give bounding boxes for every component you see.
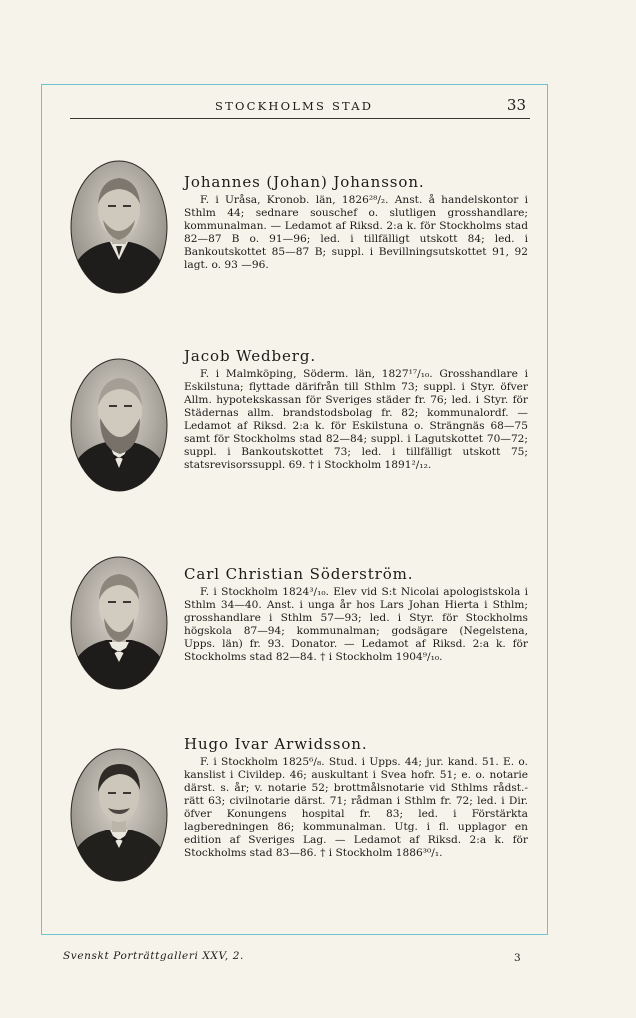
entry-text	[184, 564, 528, 664]
portrait-arwidsson	[70, 748, 168, 882]
footer-signature-number: 3	[514, 952, 521, 964]
entry-text	[184, 734, 528, 860]
portrait-wedberg	[70, 358, 168, 492]
running-title: STOCKHOLMS STAD	[215, 99, 374, 113]
person-name: Johannes (Johan) Johansson.	[184, 173, 425, 191]
biography: F. i Malmköping, Söderm. län, 1827¹⁷/₁₀. Grosshandlare i Eskilstuna; flyttade därifrån till Sthlm 73; suppl. i Styr. öfver Allm. hypotekskassan för Sveriges städer fr. 76; led. i Styr. för Städernas allm. brandstodsbolag fr. 82; kommunalordf. — Ledamot af Riksd. 2:a k. för Eskilstuna o. Strängnäs 68—75 samt för Stockholms stad 82—84; suppl. i Lagutskottet 70—72; suppl. i Bankoutskottet 73; led. i tillfälligt utskott 75; statsrevisorssuppl. 69. † i Stockholm 1891²/₁₂.	[184, 368, 528, 472]
page-number: 33	[506, 96, 526, 114]
portrait-soderstrom	[70, 556, 168, 690]
person-name: Jacob Wedberg.	[184, 347, 317, 365]
entry-text	[184, 172, 528, 272]
biography: F. i Uråsa, Kronob. län, 1826²⁸/₂. Anst. å handelskontor i Sthlm 44; sednare souschef o. slutligen grosshandlare; kommunalman. — Ledamot af Riksd. 2:a k. för Stockholms stad 82—87 B o. 91—96; led. i tillfälligt utskott 84; led. i Bankoutskottet 85—87 B; suppl. i Bevillningsutskottet 91, 92 lagt. o. 93 —96.	[184, 194, 528, 272]
person-name: Hugo Ivar Arwidsson.	[184, 735, 368, 753]
biography: F. i Stockholm 1825⁶/₈. Stud. i Upps. 44; jur. kand. 51. E. o. kanslist i Civildep. 46; auskultant i Svea hofr. 51; e. o. notarie därst. s. år; v. notarie 52; brottmålsnotarie vid Sthlms rådst.-rätt 63; civilnotarie därst. 71; rådman i Sthlm fr. 72; led. i Dir. öfver Konungens hospital fr. 83; led. i Förstärkta lagberedningen 86; kommunalman. Utg. i fl. upplagor en edition af Sveriges Lag. — Ledamot af Riksd. 2:a k. för Stockholms stad 83—86. † i Stockholm 1886³⁰/₁.	[184, 756, 528, 860]
footer-publication: Svenskt Porträttgalleri XXV, 2.	[63, 950, 244, 962]
running-head	[70, 98, 530, 119]
person-name: Carl Christian Söderström.	[184, 565, 414, 583]
biography: F. i Stockholm 1824³/₁₀. Elev vid S:t Nicolai apologistskola i Sthlm 34—40. Anst. i unga år hos Lars Johan Hierta i Sthlm; grosshandlare i Sthlm 57—93; led. i Styr. för Stockholms högskola 87—94; kommunalman; godsägare (Negelstena, Upps. län) fr. 93. Donator. — Ledamot af Riksd. 2:a k. för Stockholms stad 82—84. † i Stockholm 1904⁹/₁₀.	[184, 586, 528, 664]
entry-text	[184, 346, 528, 472]
portrait-johansson	[70, 160, 168, 294]
